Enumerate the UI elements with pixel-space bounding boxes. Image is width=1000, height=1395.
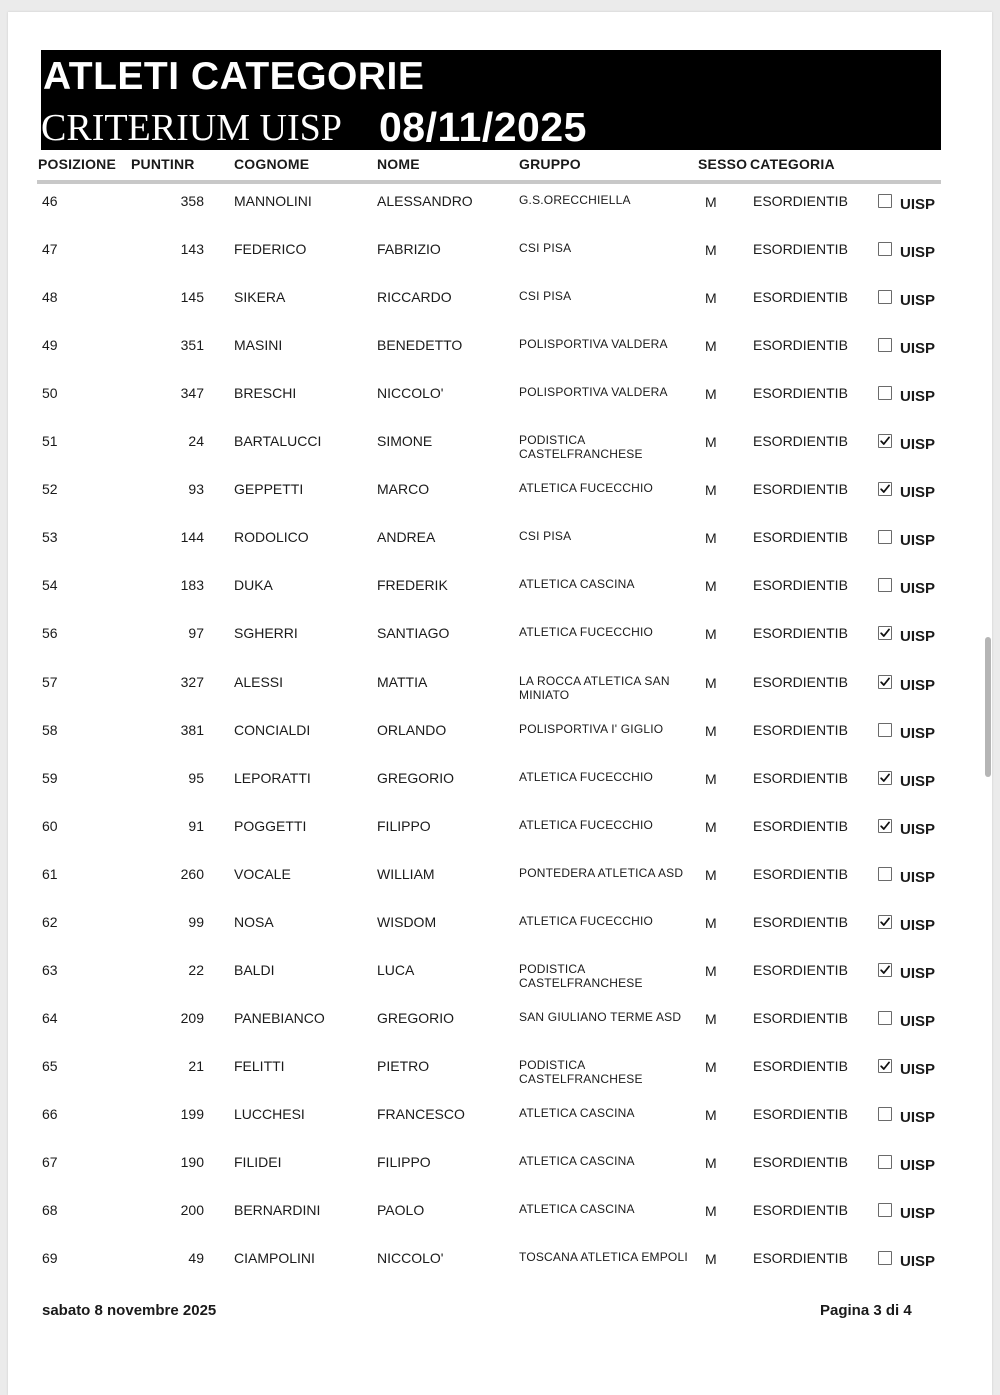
cell-categoria: ESORDIENTIB xyxy=(753,673,848,690)
checkmark-icon xyxy=(879,820,891,832)
cell-sesso: M xyxy=(705,482,717,499)
cell-posizione: 61 xyxy=(42,865,58,882)
table-row xyxy=(8,1250,992,1298)
cell-gruppo: ATLETICA FUCECCHIO xyxy=(519,817,654,832)
cell-gruppo: LA ROCCA ATLETICA SAN MINIATO xyxy=(519,673,670,702)
cell-categoria: ESORDIENTIB xyxy=(753,1154,848,1170)
table-row xyxy=(8,674,992,722)
cell-sesso: M xyxy=(705,530,717,547)
cell-posizione: 53 xyxy=(42,529,58,546)
cell-sesso: M xyxy=(705,626,717,643)
cell-categoria: ESORDIENTIB xyxy=(753,961,848,978)
cell-gruppo: ATLETICA FUCECCHIO xyxy=(519,625,654,640)
table-row xyxy=(8,433,992,481)
cell-pettorale: 93 xyxy=(188,481,204,498)
table-row xyxy=(8,722,992,770)
cell-cognome: BERNARDINI xyxy=(234,1202,321,1219)
cell-ente: UISP xyxy=(900,1060,936,1078)
cell-gruppo: POLISPORTIVA VALDERA xyxy=(519,385,668,400)
cell-sesso: M xyxy=(705,722,717,739)
cell-nome: ORLANDO xyxy=(377,721,447,738)
checkmark-icon xyxy=(879,627,891,639)
table-row xyxy=(8,1106,992,1154)
cell-pettorale: 358 xyxy=(180,193,204,209)
cell-categoria: ESORDIENTIB xyxy=(753,337,848,354)
cell-ente: UISP xyxy=(900,484,936,502)
cell-categoria: ESORDIENTIB xyxy=(753,1057,848,1074)
col-header-categoria: CATEGORIA xyxy=(750,156,835,172)
cell-gruppo: ATLETICA CASCINA xyxy=(519,577,635,592)
cell-pettorale: 99 xyxy=(188,913,204,930)
cell-categoria: ESORDIENTIB xyxy=(753,193,848,209)
unchecked-checkbox[interactable] xyxy=(878,290,892,304)
cell-sesso: M xyxy=(705,866,717,883)
cell-posizione: 66 xyxy=(42,1105,58,1122)
cell-posizione: 68 xyxy=(42,1202,58,1219)
cell-nome: PAOLO xyxy=(377,1202,425,1219)
cell-sesso: M xyxy=(705,914,717,931)
header-divider xyxy=(37,180,941,184)
cell-posizione: 48 xyxy=(42,289,58,306)
cell-pettorale: 327 xyxy=(180,673,204,690)
cell-pettorale: 200 xyxy=(180,1202,204,1219)
table-row xyxy=(8,1154,992,1202)
cell-nome: MATTIA xyxy=(377,673,428,690)
cell-sesso: M xyxy=(705,1251,717,1268)
cell-nome: WILLIAM xyxy=(377,865,435,882)
cell-gruppo: PODISTICA CASTELFRANCHESE xyxy=(519,1057,643,1086)
cell-sesso: M xyxy=(705,242,717,259)
cell-sesso: M xyxy=(705,818,717,835)
cell-ente: UISP xyxy=(900,340,936,358)
cell-ente: UISP xyxy=(900,772,936,790)
cell-nome: RICCARDO xyxy=(377,289,452,306)
cell-nome: FABRIZIO xyxy=(377,241,441,258)
cell-cognome: SGHERRI xyxy=(234,625,298,642)
unchecked-checkbox[interactable] xyxy=(878,867,892,881)
cell-sesso: M xyxy=(705,674,717,691)
cell-nome: FREDERIK xyxy=(377,577,448,594)
cell-ente: UISP xyxy=(900,1253,936,1271)
cell-categoria: ESORDIENTIB xyxy=(753,769,848,786)
cell-nome: FRANCESCO xyxy=(377,1105,465,1122)
cell-cognome: NOSA xyxy=(234,913,274,930)
cell-pettorale: 49 xyxy=(188,1250,204,1267)
checked-checkbox[interactable] xyxy=(878,819,892,833)
cell-nome: NICCOLO' xyxy=(377,385,444,402)
cell-pettorale: 91 xyxy=(188,817,204,834)
cell-sesso: M xyxy=(705,770,717,787)
checked-checkbox[interactable] xyxy=(878,626,892,640)
checked-checkbox[interactable] xyxy=(878,1059,892,1073)
table-row xyxy=(8,1058,992,1106)
cell-categoria: ESORDIENTIB xyxy=(753,817,848,834)
cell-pettorale: 145 xyxy=(180,289,204,306)
cell-categoria: ESORDIENTIB xyxy=(753,721,848,738)
cell-pettorale: 183 xyxy=(180,577,204,594)
cell-categoria: ESORDIENTIB xyxy=(753,481,848,498)
unchecked-checkbox[interactable] xyxy=(878,1155,892,1169)
table-row xyxy=(8,193,992,241)
cell-pettorale: 190 xyxy=(180,1154,204,1170)
cell-posizione: 50 xyxy=(42,385,58,402)
title-banner xyxy=(41,50,941,150)
checkmark-icon xyxy=(879,435,891,447)
cell-posizione: 54 xyxy=(42,577,58,594)
cell-gruppo: PODISTICA CASTELFRANCHESE xyxy=(519,433,643,462)
cell-nome: WISDOM xyxy=(377,913,437,930)
cell-posizione: 60 xyxy=(42,817,58,834)
cell-sesso: M xyxy=(705,194,717,210)
cell-posizione: 67 xyxy=(42,1154,58,1170)
cell-sesso: M xyxy=(705,1106,717,1123)
cell-ente: UISP xyxy=(900,436,936,454)
cell-cognome: VOCALE xyxy=(234,865,291,882)
cell-gruppo: POLISPORTIVA I' GIGLIO xyxy=(519,721,664,736)
cell-nome: MARCO xyxy=(377,481,430,498)
col-header-posizione: POSIZIONE xyxy=(38,156,117,172)
cell-categoria: ESORDIENTIB xyxy=(753,1250,848,1267)
cell-nome: LUCA xyxy=(377,961,415,978)
cell-cognome: FEDERICO xyxy=(234,241,307,258)
cell-posizione: 46 xyxy=(42,193,58,209)
cell-posizione: 63 xyxy=(42,961,58,978)
cell-ente: UISP xyxy=(900,196,936,213)
table-row xyxy=(8,818,992,866)
cell-nome: NICCOLO' xyxy=(377,1250,444,1267)
table-row xyxy=(8,289,992,337)
cell-ente: UISP xyxy=(900,868,936,886)
unchecked-checkbox[interactable] xyxy=(878,1107,892,1121)
table-row xyxy=(8,770,992,818)
cell-pettorale: 21 xyxy=(188,1057,204,1074)
checked-checkbox[interactable] xyxy=(878,482,892,496)
cell-ente: UISP xyxy=(900,964,936,982)
cell-posizione: 52 xyxy=(42,481,58,498)
footer-page-number: Pagina 3 di 4 xyxy=(820,1302,912,1319)
col-header-pettorale: PUNTINR xyxy=(131,156,195,172)
cell-ente: UISP xyxy=(900,1108,936,1126)
cell-nome: FILIPPO xyxy=(377,817,431,834)
cell-gruppo: SAN GIULIANO TERME ASD xyxy=(519,1009,682,1024)
unchecked-checkbox[interactable] xyxy=(878,1011,892,1025)
cell-gruppo: ATLETICA FUCECCHIO xyxy=(519,913,654,928)
cell-cognome: BARTALUCCI xyxy=(234,433,322,450)
cell-posizione: 51 xyxy=(42,433,58,450)
cell-cognome: POGGETTI xyxy=(234,817,307,834)
cell-sesso: M xyxy=(705,962,717,979)
cell-cognome: LEPORATTI xyxy=(234,769,311,786)
cell-gruppo: ATLETICA FUCECCHIO xyxy=(519,481,654,496)
unchecked-checkbox[interactable] xyxy=(878,242,892,256)
checkmark-icon xyxy=(879,483,891,495)
cell-categoria: ESORDIENTIB xyxy=(753,529,848,546)
cell-cognome: DUKA xyxy=(234,577,273,594)
cell-pettorale: 95 xyxy=(188,769,204,786)
checked-checkbox[interactable] xyxy=(878,771,892,785)
cell-pettorale: 24 xyxy=(188,433,204,450)
cell-categoria: ESORDIENTIB xyxy=(753,1009,848,1026)
unchecked-checkbox[interactable] xyxy=(878,194,892,208)
cell-pettorale: 347 xyxy=(180,385,204,402)
cell-pettorale: 22 xyxy=(188,961,204,978)
cell-pettorale: 144 xyxy=(180,529,204,546)
cell-gruppo: G.S.ORECCHIELLA xyxy=(519,193,631,207)
cell-cognome: LUCCHESI xyxy=(234,1105,305,1122)
cell-sesso: M xyxy=(705,290,717,307)
table-row xyxy=(8,385,992,433)
checked-checkbox[interactable] xyxy=(878,915,892,929)
checked-checkbox[interactable] xyxy=(878,963,892,977)
cell-gruppo: PONTEDERA ATLETICA ASD xyxy=(519,865,684,880)
cell-nome: SIMONE xyxy=(377,433,433,450)
cell-ente: UISP xyxy=(900,820,936,838)
cell-cognome: RODOLICO xyxy=(234,529,309,546)
cell-ente: UISP xyxy=(900,1205,936,1223)
checkmark-icon xyxy=(879,772,891,784)
col-header-cognome: COGNOME xyxy=(234,156,310,172)
cell-ente: UISP xyxy=(900,676,936,694)
table-row xyxy=(8,1010,992,1058)
cell-categoria: ESORDIENTIB xyxy=(753,1202,848,1219)
cell-categoria: ESORDIENTIB xyxy=(753,385,848,402)
checkmark-icon xyxy=(879,964,891,976)
unchecked-checkbox[interactable] xyxy=(878,386,892,400)
cell-cognome: CONCIALDI xyxy=(234,721,311,738)
checkmark-icon xyxy=(879,1060,891,1072)
cell-sesso: M xyxy=(705,1155,717,1171)
cell-sesso: M xyxy=(705,386,717,403)
cell-ente: UISP xyxy=(900,580,936,598)
cell-sesso: M xyxy=(705,338,717,355)
cell-posizione: 58 xyxy=(42,721,58,738)
table-row xyxy=(8,241,992,289)
cell-nome: ALESSANDRO xyxy=(377,193,473,209)
title-line1: ATLETI CATEGORIE xyxy=(43,55,425,98)
cell-cognome: MASINI xyxy=(234,337,283,354)
cell-posizione: 65 xyxy=(42,1057,58,1074)
cell-ente: UISP xyxy=(900,532,936,550)
cell-nome: GREGORIO xyxy=(377,769,455,786)
cell-sesso: M xyxy=(705,1058,717,1075)
cell-cognome: SIKERA xyxy=(234,289,286,306)
vertical-scrollbar[interactable] xyxy=(985,637,991,777)
cell-posizione: 59 xyxy=(42,769,58,786)
table-row xyxy=(8,962,992,1010)
cell-ente: UISP xyxy=(900,628,936,646)
cell-cognome: BRESCHI xyxy=(234,385,297,402)
checked-checkbox[interactable] xyxy=(878,675,892,689)
cell-cognome: PANEBIANCO xyxy=(234,1009,325,1026)
cell-nome: FILIPPO xyxy=(377,1154,431,1170)
cell-categoria: ESORDIENTIB xyxy=(753,865,848,882)
cell-posizione: 47 xyxy=(42,241,58,258)
checked-checkbox[interactable] xyxy=(878,434,892,448)
checkmark-icon xyxy=(879,676,891,688)
footer-date: sabato 8 novembre 2025 xyxy=(42,1302,217,1319)
title-line2: CRITERIUM UISP xyxy=(41,107,342,149)
table-row xyxy=(8,1202,992,1250)
checkmark-icon xyxy=(879,916,891,928)
cell-categoria: ESORDIENTIB xyxy=(753,241,848,258)
table-row xyxy=(8,914,992,962)
cell-cognome: GEPPETTI xyxy=(234,481,304,498)
cell-ente: UISP xyxy=(900,916,936,934)
col-header-gruppo: GRUPPO xyxy=(519,156,581,172)
table-row xyxy=(8,481,992,529)
unchecked-checkbox[interactable] xyxy=(878,1203,892,1217)
cell-nome: GREGORIO xyxy=(377,1009,455,1026)
table-row xyxy=(8,337,992,385)
cell-nome: BENEDETTO xyxy=(377,337,463,354)
cell-ente: UISP xyxy=(900,292,936,310)
cell-posizione: 64 xyxy=(42,1009,58,1026)
cell-posizione: 56 xyxy=(42,625,58,642)
cell-cognome: FELITTI xyxy=(234,1057,285,1074)
cell-posizione: 69 xyxy=(42,1250,58,1267)
cell-cognome: CIAMPOLINI xyxy=(234,1250,315,1267)
cell-ente: UISP xyxy=(900,388,936,406)
table-row xyxy=(8,625,992,673)
cell-cognome: BALDI xyxy=(234,961,275,978)
table-row xyxy=(8,529,992,577)
unchecked-checkbox[interactable] xyxy=(878,723,892,737)
cell-gruppo: ATLETICA FUCECCHIO xyxy=(519,769,654,784)
cell-sesso: M xyxy=(705,1203,717,1220)
cell-gruppo: ATLETICA CASCINA xyxy=(519,1202,635,1217)
title-date: 08/11/2025 xyxy=(379,104,587,150)
cell-categoria: ESORDIENTIB xyxy=(753,433,848,450)
cell-cognome: MANNOLINI xyxy=(234,193,312,209)
cell-gruppo: PODISTICA CASTELFRANCHESE xyxy=(519,961,643,990)
col-header-sesso: SESSO xyxy=(698,156,748,172)
cell-gruppo: CSI PISA xyxy=(519,529,572,544)
unchecked-checkbox[interactable] xyxy=(878,1251,892,1265)
cell-gruppo: ATLETICA CASCINA xyxy=(519,1105,635,1120)
cell-gruppo: ATLETICA CASCINA xyxy=(519,1154,635,1168)
cell-categoria: ESORDIENTIB xyxy=(753,1105,848,1122)
table-row xyxy=(8,866,992,914)
cell-ente: UISP xyxy=(900,1157,936,1174)
cell-gruppo: TOSCANA ATLETICA EMPOLI xyxy=(519,1250,688,1265)
cell-nome: ANDREA xyxy=(377,529,436,546)
cell-gruppo: CSI PISA xyxy=(519,289,572,304)
cell-ente: UISP xyxy=(900,244,936,262)
cell-sesso: M xyxy=(705,578,717,595)
cell-categoria: ESORDIENTIB xyxy=(753,577,848,594)
cell-pettorale: 381 xyxy=(180,721,204,738)
cell-pettorale: 209 xyxy=(180,1009,204,1026)
cell-nome: PIETRO xyxy=(377,1057,430,1074)
unchecked-checkbox[interactable] xyxy=(878,338,892,352)
cell-posizione: 49 xyxy=(42,337,58,354)
cell-categoria: ESORDIENTIB xyxy=(753,913,848,930)
cell-nome: SANTIAGO xyxy=(377,625,450,642)
cell-cognome: FILIDEI xyxy=(234,1154,282,1170)
cell-pettorale: 143 xyxy=(180,241,204,258)
unchecked-checkbox[interactable] xyxy=(878,578,892,592)
cell-sesso: M xyxy=(705,434,717,451)
cell-sesso: M xyxy=(705,1010,717,1027)
unchecked-checkbox[interactable] xyxy=(878,530,892,544)
cell-pettorale: 260 xyxy=(180,865,204,882)
cell-ente: UISP xyxy=(900,724,936,742)
col-header-nome: NOME xyxy=(377,156,420,172)
cell-posizione: 62 xyxy=(42,913,58,930)
cell-ente: UISP xyxy=(900,1012,936,1030)
cell-gruppo: POLISPORTIVA VALDERA xyxy=(519,337,668,352)
cell-categoria: ESORDIENTIB xyxy=(753,289,848,306)
cell-pettorale: 97 xyxy=(188,625,204,642)
cell-pettorale: 199 xyxy=(180,1105,204,1122)
document-page xyxy=(8,12,992,1395)
cell-posizione: 57 xyxy=(42,673,58,690)
table-row xyxy=(8,577,992,625)
cell-pettorale: 351 xyxy=(180,337,204,354)
cell-cognome: ALESSI xyxy=(234,673,284,690)
cell-categoria: ESORDIENTIB xyxy=(753,625,848,642)
cell-gruppo: CSI PISA xyxy=(519,241,572,256)
